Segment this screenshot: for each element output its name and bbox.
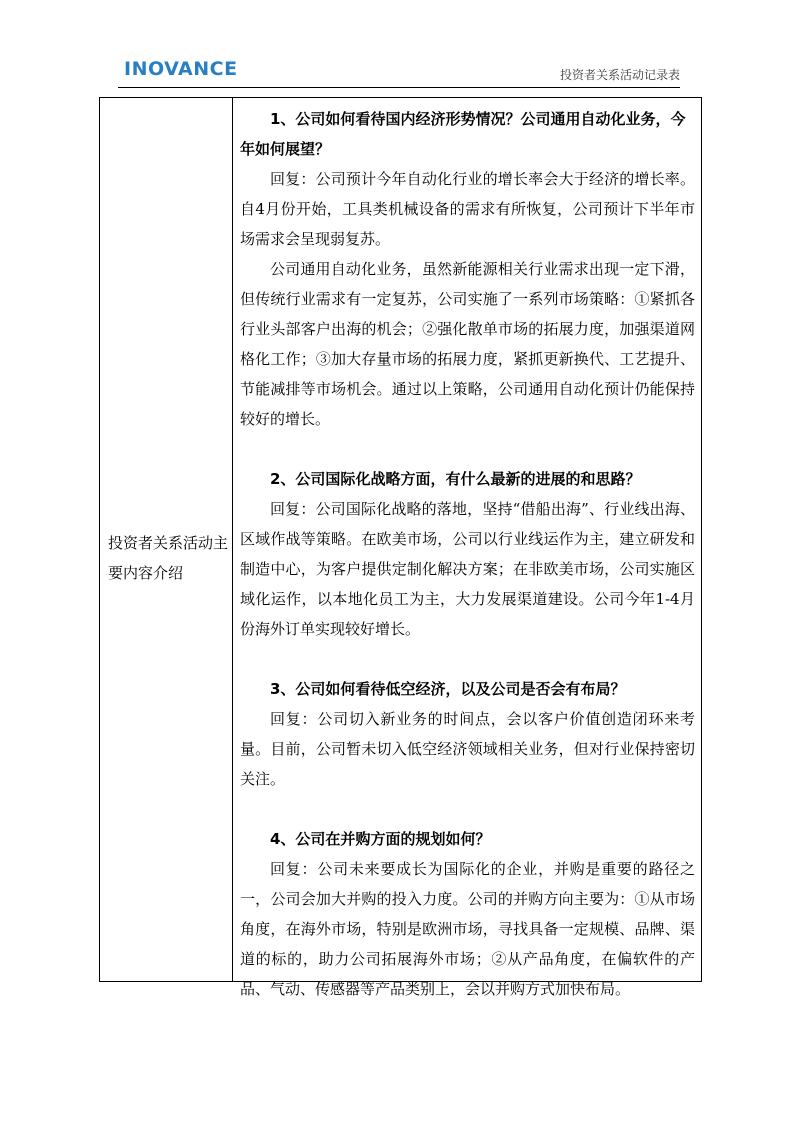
answer-3: 回复：公司切入新业务的时间点，会以客户价值创造闭环来考量。目前，公司暂未切入低空经济领域相关业务，但对行业保持密切关注。 — [240, 710, 695, 788]
document-title: 投资者关系活动记录表 — [559, 68, 680, 82]
label-cell — [100, 98, 233, 981]
record-table — [99, 97, 702, 998]
question-2: 2、公司国际化战略方面，有什么最新的进展的和思路？ — [270, 470, 641, 488]
answer-4: 回复：公司未来要成长为国际化的企业，并购是重要的路径之一，公司会加大并购的投入力度。公司的并购方向主要为：①从市场角度，在海外市场，特别是欧洲市场，寻找具备一定规模、品牌、渠道的标的，助力公司拓展海外市场；②从产品角度，在偏软件的产品、气动、传感器等产品类别上，会以并购方式加快布局。 — [240, 860, 695, 998]
question-4: 4、公司在并购方面的规划如何？ — [270, 830, 491, 848]
answer-1b: 公司通用自动化业务，虽然新能源相关行业需求出现一定下滑，但传统行业需求有一定复苏，公司实施了一系列市场策略：①紧抓各行业头部客户出海的机会；②强化散单市场的拓展力度，加强渠道网格化工作；③加大存量市场的拓展力度，紧抓更新换代、工艺提升、节能减排等市场机会。通过以上策略，公司通用自动化预计仍能保持较好的增长。 — [240, 260, 695, 428]
answer-1a: 回复：公司预计今年自动化行业的增长率会大于经济的增长率。自4月份开始，工具类机械设备的需求有所恢复，公司预计下半年市场需求会呈现弱复苏。 — [240, 170, 695, 248]
question-1: 1、公司如何看待国内经济形势情况？公司通用自动化业务，今年如何展望？ — [240, 110, 686, 158]
company-logo: INOVANCE — [124, 58, 238, 80]
section-label: 投资者关系活动主要内容介绍 — [108, 534, 229, 582]
question-3: 3、公司如何看待低空经济，以及公司是否会有布局？ — [270, 680, 626, 698]
answer-2: 回复：公司国际化战略的落地，坚持“借船出海”、行业线出海、区域作战等策略。在欧美市场，公司以行业线运作为主，建立研发和制造中心，为客户提供定制化解决方案；在非欧美市场，公司实施区域化运作，以本地化员工为主，大力发展渠道建设。公司今年1-4月份海外订单实现较好增长。 — [240, 500, 695, 638]
content-cell — [240, 98, 695, 1004]
header-rule — [118, 87, 680, 88]
